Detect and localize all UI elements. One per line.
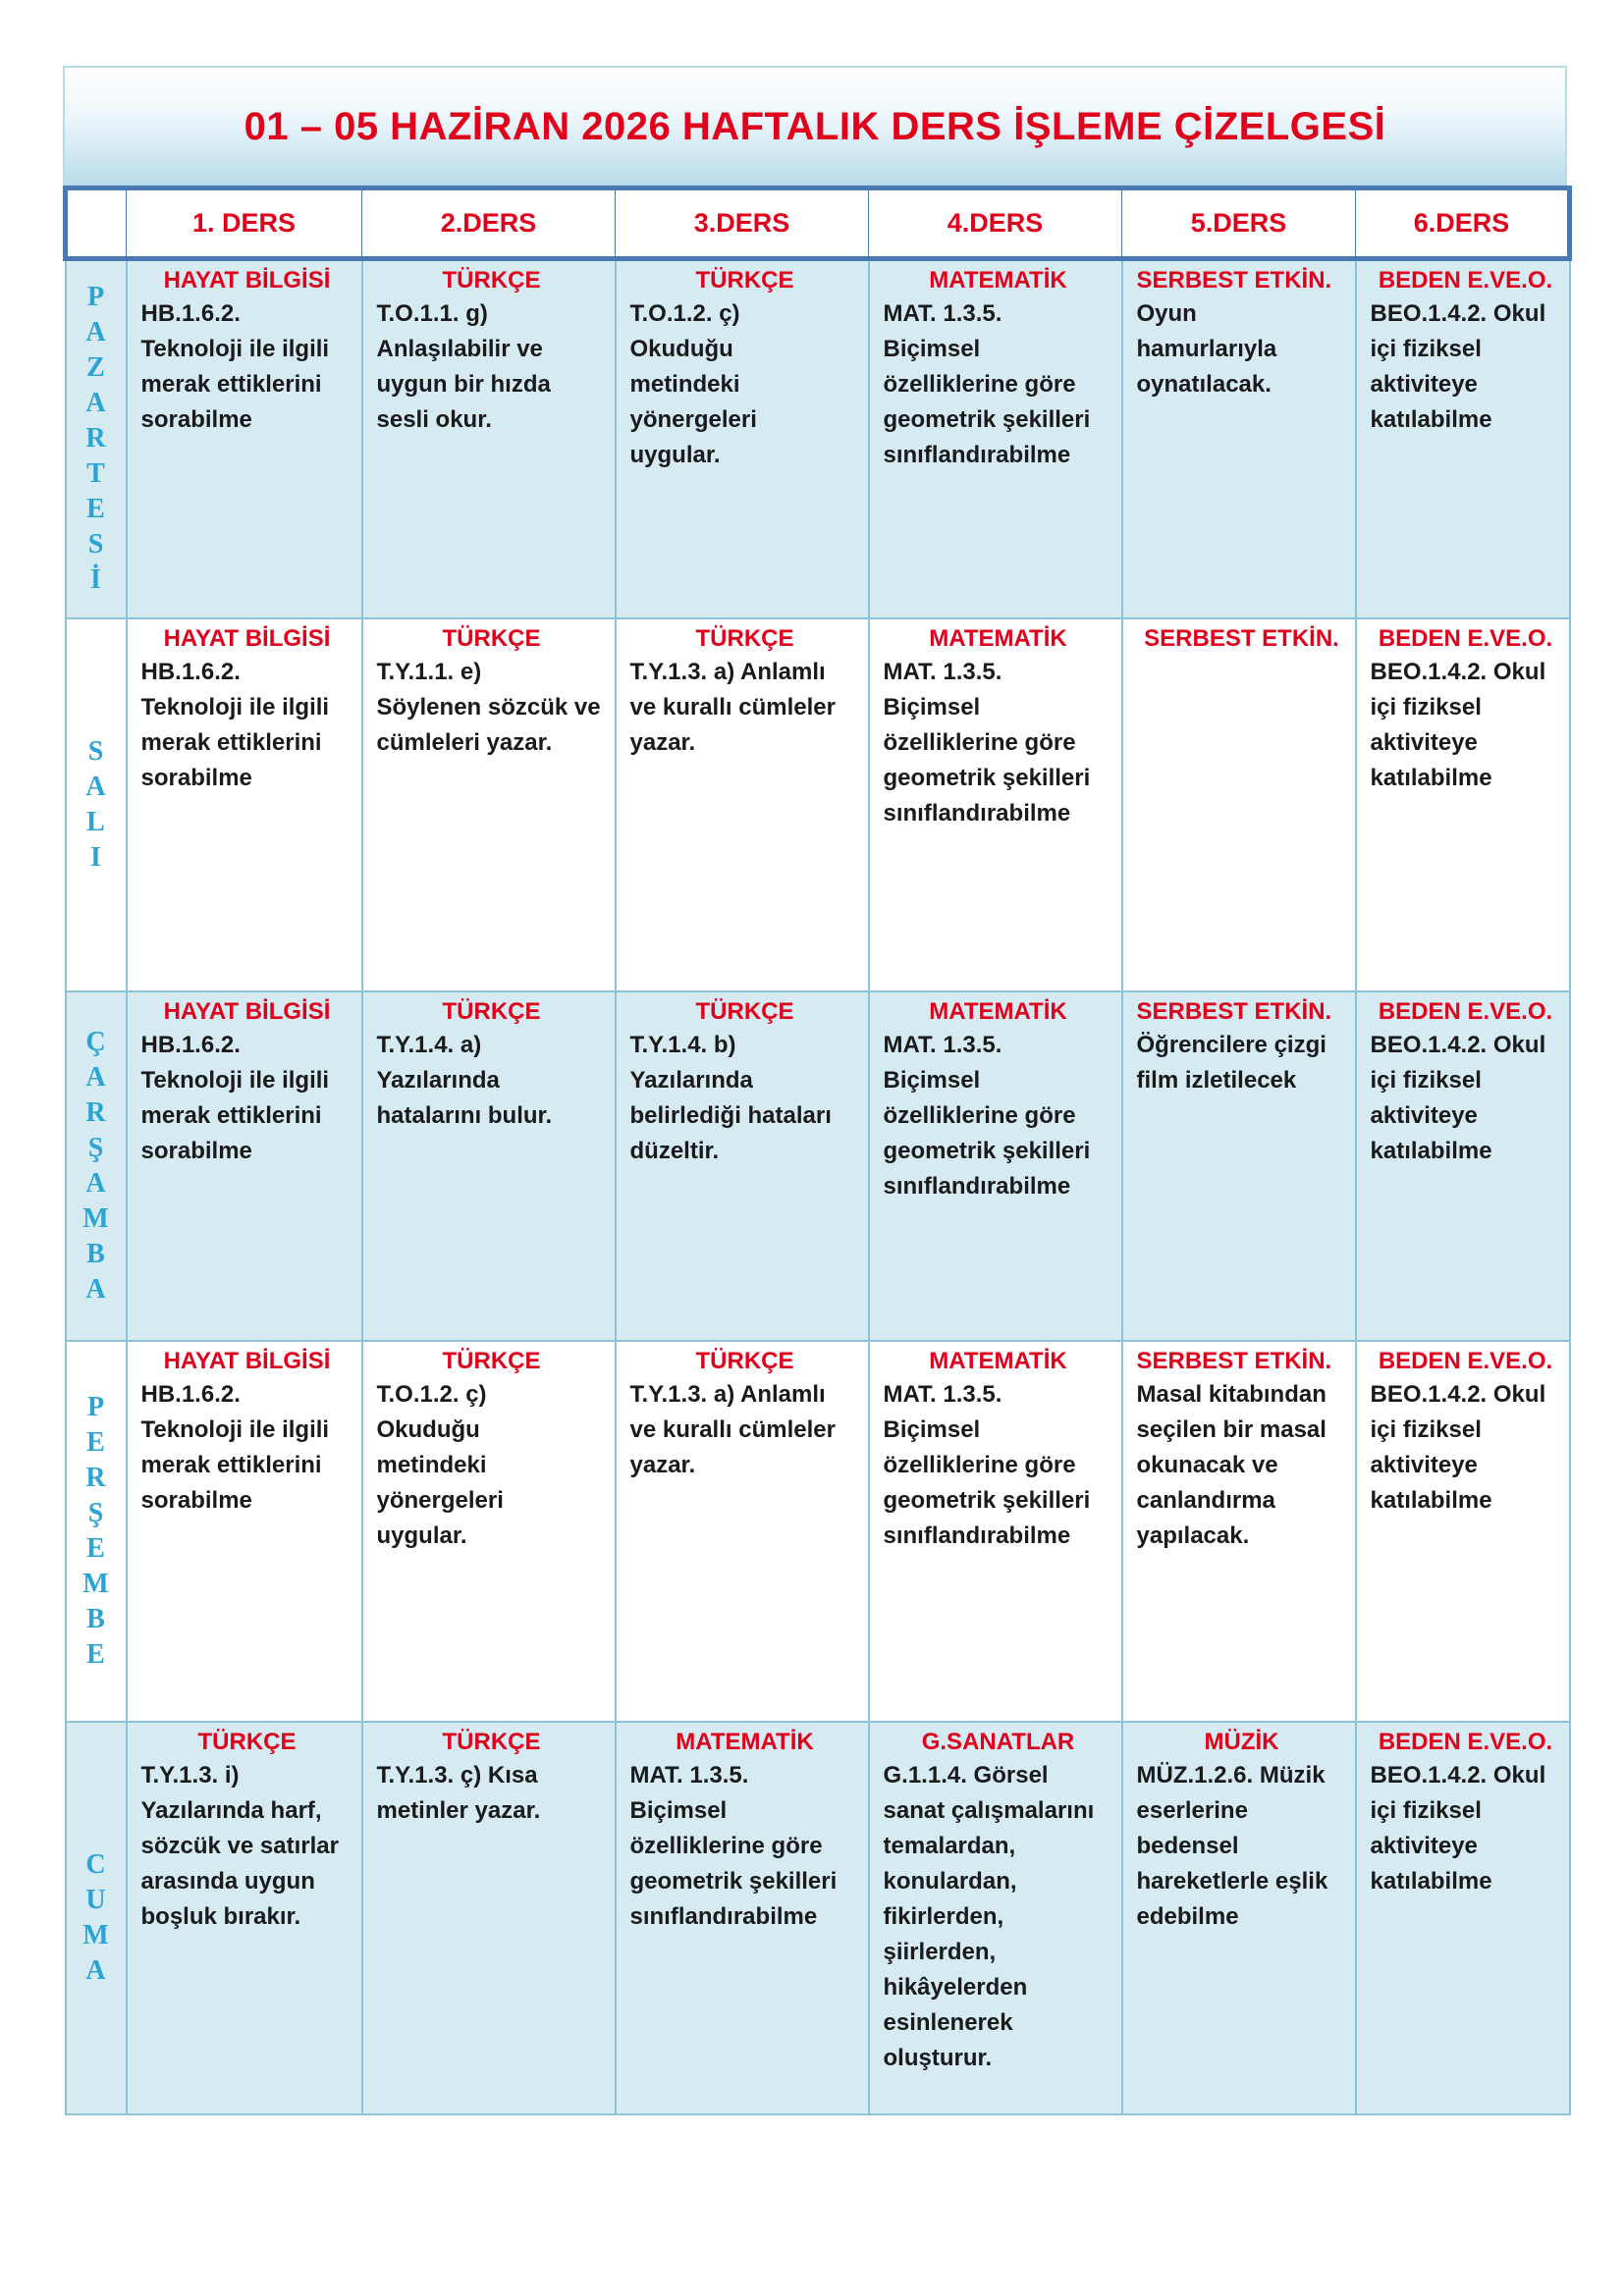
day-row-perşembe <box>66 1341 1570 1722</box>
day-letter: İ <box>90 564 101 596</box>
lesson-subject: BEDEN E.VE.O. <box>1378 1728 1553 1755</box>
lesson-subject: HAYAT BİLGİSİ <box>163 1347 331 1374</box>
lesson-outcome: BEO.1.4.2. Okul içi fiziksel aktiviteye katılabilme <box>1370 300 1546 433</box>
lesson-outcome: HB.1.6.2. Teknoloji ile ilgili merak ettiklerini sorabilme <box>140 658 330 791</box>
column-header-day <box>66 188 127 259</box>
lesson-outcome: HB.1.6.2. Teknoloji ile ilgili merak ettiklerini sorabilme <box>140 1380 330 1514</box>
lesson-subject: BEDEN E.VE.O. <box>1378 1347 1553 1374</box>
day-label <box>66 618 127 991</box>
day-label <box>66 991 127 1341</box>
lesson-outcome: T.O.1.1. g) Anlaşılabilir ve uygun bir hızda sesli okur. <box>376 300 551 433</box>
lesson-subject: G.SANATLAR <box>921 1728 1075 1755</box>
day-letter: R <box>85 423 106 454</box>
lesson-subject: BEDEN E.VE.O. <box>1378 267 1553 294</box>
lesson-subject: TÜRKÇE <box>695 624 794 652</box>
lesson-outcome: MAT. 1.3.5. Biçimsel özelliklerine göre geometrik şekilleri sınıflandırabilme <box>629 1761 838 1930</box>
lesson-outcome: G.1.1.4. Görsel sanat çalışmalarını temalardan, konulardan, fikirlerden, şiirlerden, hikâyelerden esinlenerek oluşturur. <box>883 1761 1095 2071</box>
lesson-cell <box>869 991 1122 1341</box>
lesson-cell <box>869 1341 1122 1722</box>
day-letter: Z <box>86 352 105 384</box>
lesson-outcome: T.Y.1.3. i) Yazılarında harf, sözcük ve satırlar arasında uygun boşluk bırakır. <box>140 1761 339 1930</box>
lesson-outcome: T.Y.1.4. a) Yazılarında hatalarını bulur. <box>376 1031 553 1129</box>
lesson-cell <box>1356 259 1570 618</box>
day-letter: A <box>85 317 106 348</box>
lesson-cell <box>127 1722 362 2114</box>
day-letter: T <box>86 458 105 490</box>
lesson-subject: HAYAT BİLGİSİ <box>163 997 331 1025</box>
lesson-cell <box>616 991 869 1341</box>
lesson-subject: SERBEST ETKİN. <box>1136 997 1332 1025</box>
day-letter: E <box>86 1426 105 1458</box>
lesson-outcome: HB.1.6.2. Teknoloji ile ilgili merak ettiklerini sorabilme <box>140 300 330 433</box>
lesson-outcome: T.O.1.2. ç) Okuduğu metindeki yönergeleri uygular. <box>376 1380 504 1549</box>
day-letter: B <box>86 1238 105 1269</box>
day-letter: U <box>85 1884 106 1915</box>
lesson-cell <box>127 1341 362 1722</box>
day-letter: A <box>85 388 106 419</box>
day-letter: R <box>85 1096 106 1128</box>
lesson-cell <box>1122 1341 1356 1722</box>
day-letter: P <box>86 1391 105 1422</box>
lesson-cell <box>362 259 616 618</box>
day-row-cuma <box>66 1722 1570 2114</box>
column-header-lesson-3: 3.DERS <box>616 188 869 259</box>
lesson-cell <box>869 1722 1122 2114</box>
column-header-lesson-2: 2.DERS <box>362 188 616 259</box>
lesson-subject: TÜRKÇE <box>442 997 541 1025</box>
day-label <box>66 259 127 618</box>
day-letter: L <box>86 806 105 837</box>
day-letter: E <box>86 1638 105 1670</box>
lesson-subject: TÜRKÇE <box>695 997 794 1025</box>
day-label <box>66 1722 127 2114</box>
day-letter: Ç <box>85 1026 106 1057</box>
header-row <box>66 188 1570 259</box>
day-letter: S <box>87 529 104 561</box>
lesson-outcome: BEO.1.4.2. Okul içi fiziksel aktiviteye katılabilme <box>1370 1031 1546 1164</box>
lesson-outcome: T.O.1.2. ç) Okuduğu metindeki yönergeleri uygular. <box>629 300 757 468</box>
lesson-subject: BEDEN E.VE.O. <box>1378 997 1553 1025</box>
lesson-cell <box>1356 1341 1570 1722</box>
lesson-subject: TÜRKÇE <box>442 1347 541 1374</box>
lesson-subject: MATEMATİK <box>929 997 1067 1025</box>
day-row-sali <box>66 618 1570 991</box>
lesson-outcome: MAT. 1.3.5. Biçimsel özelliklerine göre geometrik şekilleri sınıflandırabilme <box>883 1031 1091 1200</box>
lesson-cell <box>362 1722 616 2114</box>
lesson-cell <box>1356 618 1570 991</box>
day-letter: E <box>86 1532 105 1564</box>
lesson-cell <box>1356 991 1570 1341</box>
day-letter: M <box>82 1919 109 1950</box>
lesson-cell <box>869 618 1122 991</box>
lesson-cell <box>362 618 616 991</box>
title-bar <box>63 66 1567 186</box>
day-letter: E <box>86 494 105 525</box>
lesson-cell <box>616 618 869 991</box>
lesson-subject: SERBEST ETKİN. <box>1136 267 1332 294</box>
lesson-outcome: T.Y.1.3. a) Anlamlı ve kurallı cümleler yazar. <box>629 1380 836 1478</box>
lesson-cell <box>869 259 1122 618</box>
schedule-sheet <box>63 66 1567 2115</box>
day-label <box>66 1341 127 1722</box>
lesson-cell <box>362 991 616 1341</box>
lesson-subject: HAYAT BİLGİSİ <box>163 624 331 652</box>
lesson-outcome: BEO.1.4.2. Okul içi fiziksel aktiviteye katılabilme <box>1370 1761 1546 1895</box>
lesson-subject: BEDEN E.VE.O. <box>1378 624 1553 652</box>
lesson-cell <box>362 1341 616 1722</box>
lesson-cell <box>616 1722 869 2114</box>
lesson-outcome: MAT. 1.3.5. Biçimsel özelliklerine göre geometrik şekilleri sınıflandırabilme <box>883 1380 1091 1549</box>
lesson-outcome: T.Y.1.4. b) Yazılarında belirlediği hataları düzeltir. <box>629 1031 832 1164</box>
lesson-outcome: T.Y.1.1. e) Söylenen sözcük ve cümleleri yazar. <box>376 658 601 756</box>
lesson-outcome: T.Y.1.3. a) Anlamlı ve kurallı cümleler yazar. <box>629 658 836 756</box>
lesson-outcome: Masal kitabından seçilen bir masal okunacak ve canlandırma yapılacak. <box>1136 1380 1326 1549</box>
lesson-cell <box>1122 1722 1356 2114</box>
lesson-subject: TÜRKÇE <box>442 624 541 652</box>
lesson-cell <box>127 618 362 991</box>
lesson-subject: TÜRKÇE <box>197 1728 297 1755</box>
lesson-outcome: BEO.1.4.2. Okul içi fiziksel aktiviteye katılabilme <box>1370 658 1546 791</box>
lesson-outcome: BEO.1.4.2. Okul içi fiziksel aktiviteye katılabilme <box>1370 1380 1546 1514</box>
page-title: 01 – 05 HAZİRAN 2026 HAFTALIK DERS İŞLEME ÇİZELGESİ <box>244 104 1386 148</box>
column-header-lesson-5: 5.DERS <box>1122 188 1356 259</box>
lesson-subject: MÜZİK <box>1204 1728 1279 1755</box>
lesson-outcome: Öğrencilere çizgi film izletilecek <box>1136 1031 1326 1094</box>
lesson-subject: MATEMATİK <box>929 267 1067 294</box>
day-letter: A <box>85 1167 106 1199</box>
lesson-subject: SERBEST ETKİN. <box>1136 1347 1332 1374</box>
lesson-subject: TÜRKÇE <box>442 1728 541 1755</box>
lesson-cell <box>1122 259 1356 618</box>
day-letter: P <box>86 282 105 313</box>
day-letter: A <box>85 1954 106 1986</box>
lesson-subject: MATEMATİK <box>929 1347 1067 1374</box>
lesson-cell <box>127 991 362 1341</box>
day-letter: I <box>90 841 101 873</box>
day-row-çarşamba <box>66 991 1570 1341</box>
day-letter: A <box>85 1273 106 1305</box>
day-letter: B <box>86 1603 105 1634</box>
lesson-outcome: HB.1.6.2. Teknoloji ile ilgili merak ettiklerini sorabilme <box>140 1031 330 1164</box>
lesson-outcome: MAT. 1.3.5. Biçimsel özelliklerine göre geometrik şekilleri sınıflandırabilme <box>883 658 1091 827</box>
day-letter: R <box>85 1462 106 1493</box>
day-letter: S <box>87 735 104 767</box>
day-row-pazartesi̇ <box>66 259 1570 618</box>
column-header-lesson-6: 6.DERS <box>1356 188 1570 259</box>
lesson-subject: TÜRKÇE <box>442 267 541 294</box>
lesson-cell <box>616 1341 869 1722</box>
lesson-subject: MATEMATİK <box>676 1728 814 1755</box>
day-letter: Ş <box>87 1132 104 1163</box>
day-letter: A <box>85 771 106 802</box>
lesson-outcome: T.Y.1.3. ç) Kısa metinler yazar. <box>376 1761 541 1824</box>
lesson-cell <box>127 259 362 618</box>
schedule-table <box>63 186 1572 2115</box>
lesson-outcome: MAT. 1.3.5. Biçimsel özelliklerine göre geometrik şekilleri sınıflandırabilme <box>883 300 1091 468</box>
day-letter: C <box>85 1848 106 1880</box>
column-header-lesson-4: 4.DERS <box>869 188 1122 259</box>
lesson-outcome: MÜZ.1.2.6. Müzik eserlerine bedensel hareketlerle eşlik edebilme <box>1136 1761 1328 1930</box>
lesson-subject: TÜRKÇE <box>695 267 794 294</box>
day-letter: A <box>85 1061 106 1093</box>
column-header-lesson-1: 1. DERS <box>127 188 362 259</box>
lesson-cell <box>1356 1722 1570 2114</box>
day-letter: M <box>82 1568 109 1599</box>
lesson-subject: HAYAT BİLGİSİ <box>163 267 331 294</box>
lesson-cell <box>1122 618 1356 991</box>
lesson-cell <box>1122 991 1356 1341</box>
day-letter: Ş <box>87 1497 104 1528</box>
schedule-body <box>66 259 1570 2114</box>
lesson-cell <box>616 259 869 618</box>
lesson-outcome: Oyun hamurlarıyla oynatılacak. <box>1136 300 1277 398</box>
lesson-subject: MATEMATİK <box>929 624 1067 652</box>
lesson-subject: TÜRKÇE <box>695 1347 794 1374</box>
lesson-subject: SERBEST ETKİN. <box>1144 624 1339 652</box>
day-letter: M <box>82 1202 109 1234</box>
